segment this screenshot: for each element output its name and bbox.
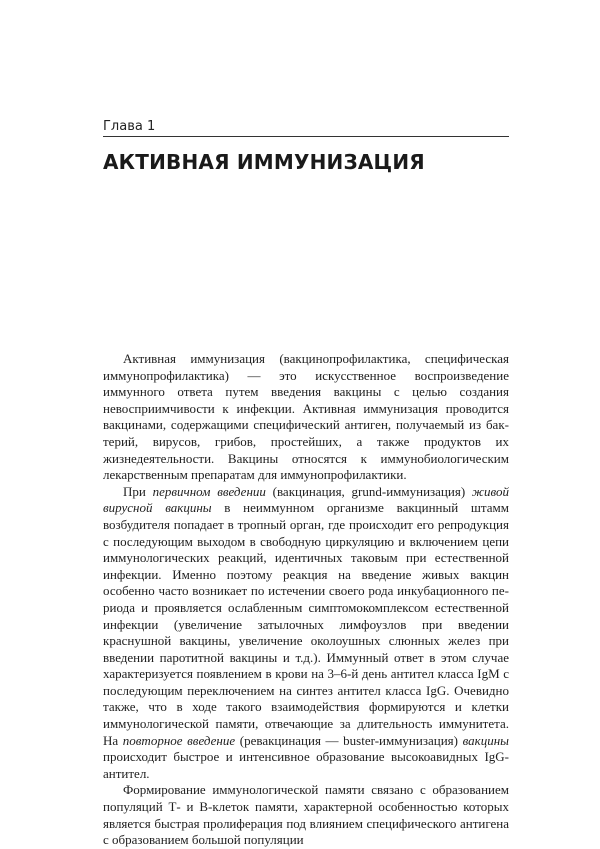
body-text — [103, 351, 509, 849]
text-run: При — [123, 483, 153, 499]
paragraph-primary-vaccination — [103, 484, 509, 783]
italic-term: живой вирусной вакцины — [103, 483, 509, 516]
italic-term: первичном введении — [152, 483, 266, 499]
text-run: Активная иммунизация (вакцинопрофилактика, специфическая иммунопрофилактика) — это искусственное воспроизведение иммунного ответа путем введения вакцины с целью создания невосприимчивости к инфекции. Активная иммунизация проводится вакцинами, содержащими специфический антиген, получаемый из бактерий, вирусов, грибов, простейших, а также продуктов их жизнедеятельности. Вакцины относятся к иммунобиологическим лекарственным препаратам для иммунопрофилактики. — [103, 351, 509, 483]
italic-term: повторное введение — [122, 732, 236, 748]
chapter-title: АКТИВНАЯ ИММУНИЗАЦИЯ — [103, 150, 425, 174]
chapter-rule — [103, 136, 509, 137]
text-run: происходит быстрое и интенсивное образование высокоавидных IgG-антител. — [103, 749, 509, 781]
paragraph-immune-memory — [103, 782, 509, 848]
text-run: в неиммунном организме вакцинный штамм возбудителя попадает в тропный орган, где происходит его репродукция с последующим выходом в свободную циркуляцию и включением цепи иммунологических реакций, идентичных таковым при естественной инфекции. Именно поэтому реакция на введение живых вакцин особенно часто возникает по истечении своего рода инкубационного периода и проявляется ослабленным симптомокомплексом естественной инфекции (увеличение затылочных лимфоузлов при введении краснушной вакцины, увеличение околоушных слюнных желез при введении паротитной вакцины и т.д.). Иммунный ответ в этом случае характеризуется появлением в крови на 3–6-й день антител класса IgM с последующим переключением на синтез антител класса IgG. Очевидно также, что в ходе такого взаимодействия формируются и клетки иммунологической памяти, отвечающие за длительность иммунитета. На — [103, 500, 509, 748]
text-run: (ревакцинация — buster-иммунизация) — [235, 732, 463, 748]
chapter-label: Глава 1 — [103, 119, 156, 134]
paragraph-intro — [103, 351, 509, 484]
text-run: (вакцинация, grund-иммунизация) — [265, 483, 472, 499]
text-run: Формирование иммунологической памяти связано с образованием популяций Т- и В-клеток памяти, характерной особенностью которых является быстрая пролиферация под влиянием специфического антигена с образованием большой популяции — [103, 782, 509, 848]
italic-term: вакцины — [462, 732, 509, 748]
